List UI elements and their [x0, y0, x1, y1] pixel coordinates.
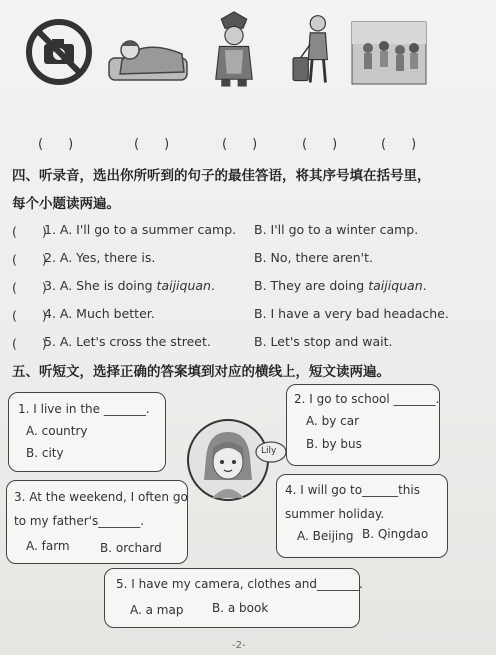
- boy-sleeping-icon: [104, 10, 192, 92]
- q1-option-b: B. I'll go to a winter camp.: [254, 222, 419, 237]
- q4-answer-paren[interactable]: ( ): [12, 308, 47, 323]
- section4-subtitle: 每个小题读两遍。: [12, 196, 120, 212]
- box4-option-b: B. Qingdao: [362, 527, 429, 541]
- box3-question-line1: 3. At the weekend, I often go: [14, 490, 188, 504]
- box3-option-a: A. farm: [26, 539, 70, 553]
- q5-option-b: B. Let's stop and wait.: [254, 334, 393, 349]
- box2-option-b: B. by bus: [306, 437, 362, 451]
- box2-question: 2. I go to school _______.: [294, 392, 440, 406]
- box1-option-a: A. country: [26, 424, 88, 438]
- answer-blank-4[interactable]: ( ): [302, 137, 344, 152]
- box1-option-b: B. city: [26, 446, 64, 460]
- q1-answer-paren[interactable]: ( ): [12, 224, 47, 239]
- girl-name-label: Lily: [261, 446, 277, 456]
- q5-answer-paren[interactable]: ( ): [12, 336, 47, 351]
- q4-option-b: B. I have a very bad headache.: [254, 306, 449, 321]
- answer-blank-5[interactable]: ( ): [381, 137, 423, 152]
- box4-question-line2: summer holiday.: [285, 507, 385, 521]
- q4-option-a: 4. A. Much better.: [44, 306, 155, 321]
- q3-answer-paren[interactable]: ( ): [12, 280, 47, 295]
- q5-option-a: 5. A. Let's cross the street.: [44, 334, 211, 349]
- q2-option-b: B. No, there aren't.: [254, 250, 373, 265]
- opera-character-icon: [208, 10, 260, 92]
- answer-blank-1[interactable]: ( ): [38, 137, 80, 152]
- section5-title: 五、听短文，选择正确的答案填到对应的横线上，短文读两遍。: [12, 364, 390, 380]
- q3-option-b: B. They are doing taijiquan.: [254, 278, 427, 293]
- box2-option-a: A. by car: [306, 414, 360, 428]
- box1-question: 1. I live in the _______.: [18, 402, 150, 416]
- q3-option-a: 3. A. She is doing taijiquan.: [44, 278, 215, 293]
- q1-option-a: 1. A. I'll go to a summer camp.: [44, 222, 237, 237]
- page-number: -2-: [232, 640, 246, 651]
- box5-option-b: B. a book: [212, 601, 269, 615]
- box5-question: 5. I have my camera, clothes and_______.: [116, 577, 363, 591]
- no-camera-icon: [24, 10, 94, 92]
- box3-option-b: B. orchard: [100, 541, 162, 555]
- box5-option-a: A. a map: [130, 603, 184, 617]
- box4-question-line1: 4. I will go to______this: [285, 483, 420, 497]
- box4-option-a: A. Beijing: [297, 529, 354, 543]
- children-playing-icon: [350, 10, 428, 92]
- q2-answer-paren[interactable]: ( ): [12, 252, 47, 267]
- q2-option-a: 2. A. Yes, there is.: [44, 250, 156, 265]
- box3-question-line2: to my father's_______.: [14, 514, 145, 528]
- section4-title: 四、听录音，选出你所听到的句子的最佳答语，将其序号填在括号里，: [12, 168, 431, 184]
- answer-blank-3[interactable]: ( ): [222, 137, 264, 152]
- traveler-suitcase-icon: [288, 10, 340, 92]
- answer-blank-2[interactable]: ( ): [134, 137, 176, 152]
